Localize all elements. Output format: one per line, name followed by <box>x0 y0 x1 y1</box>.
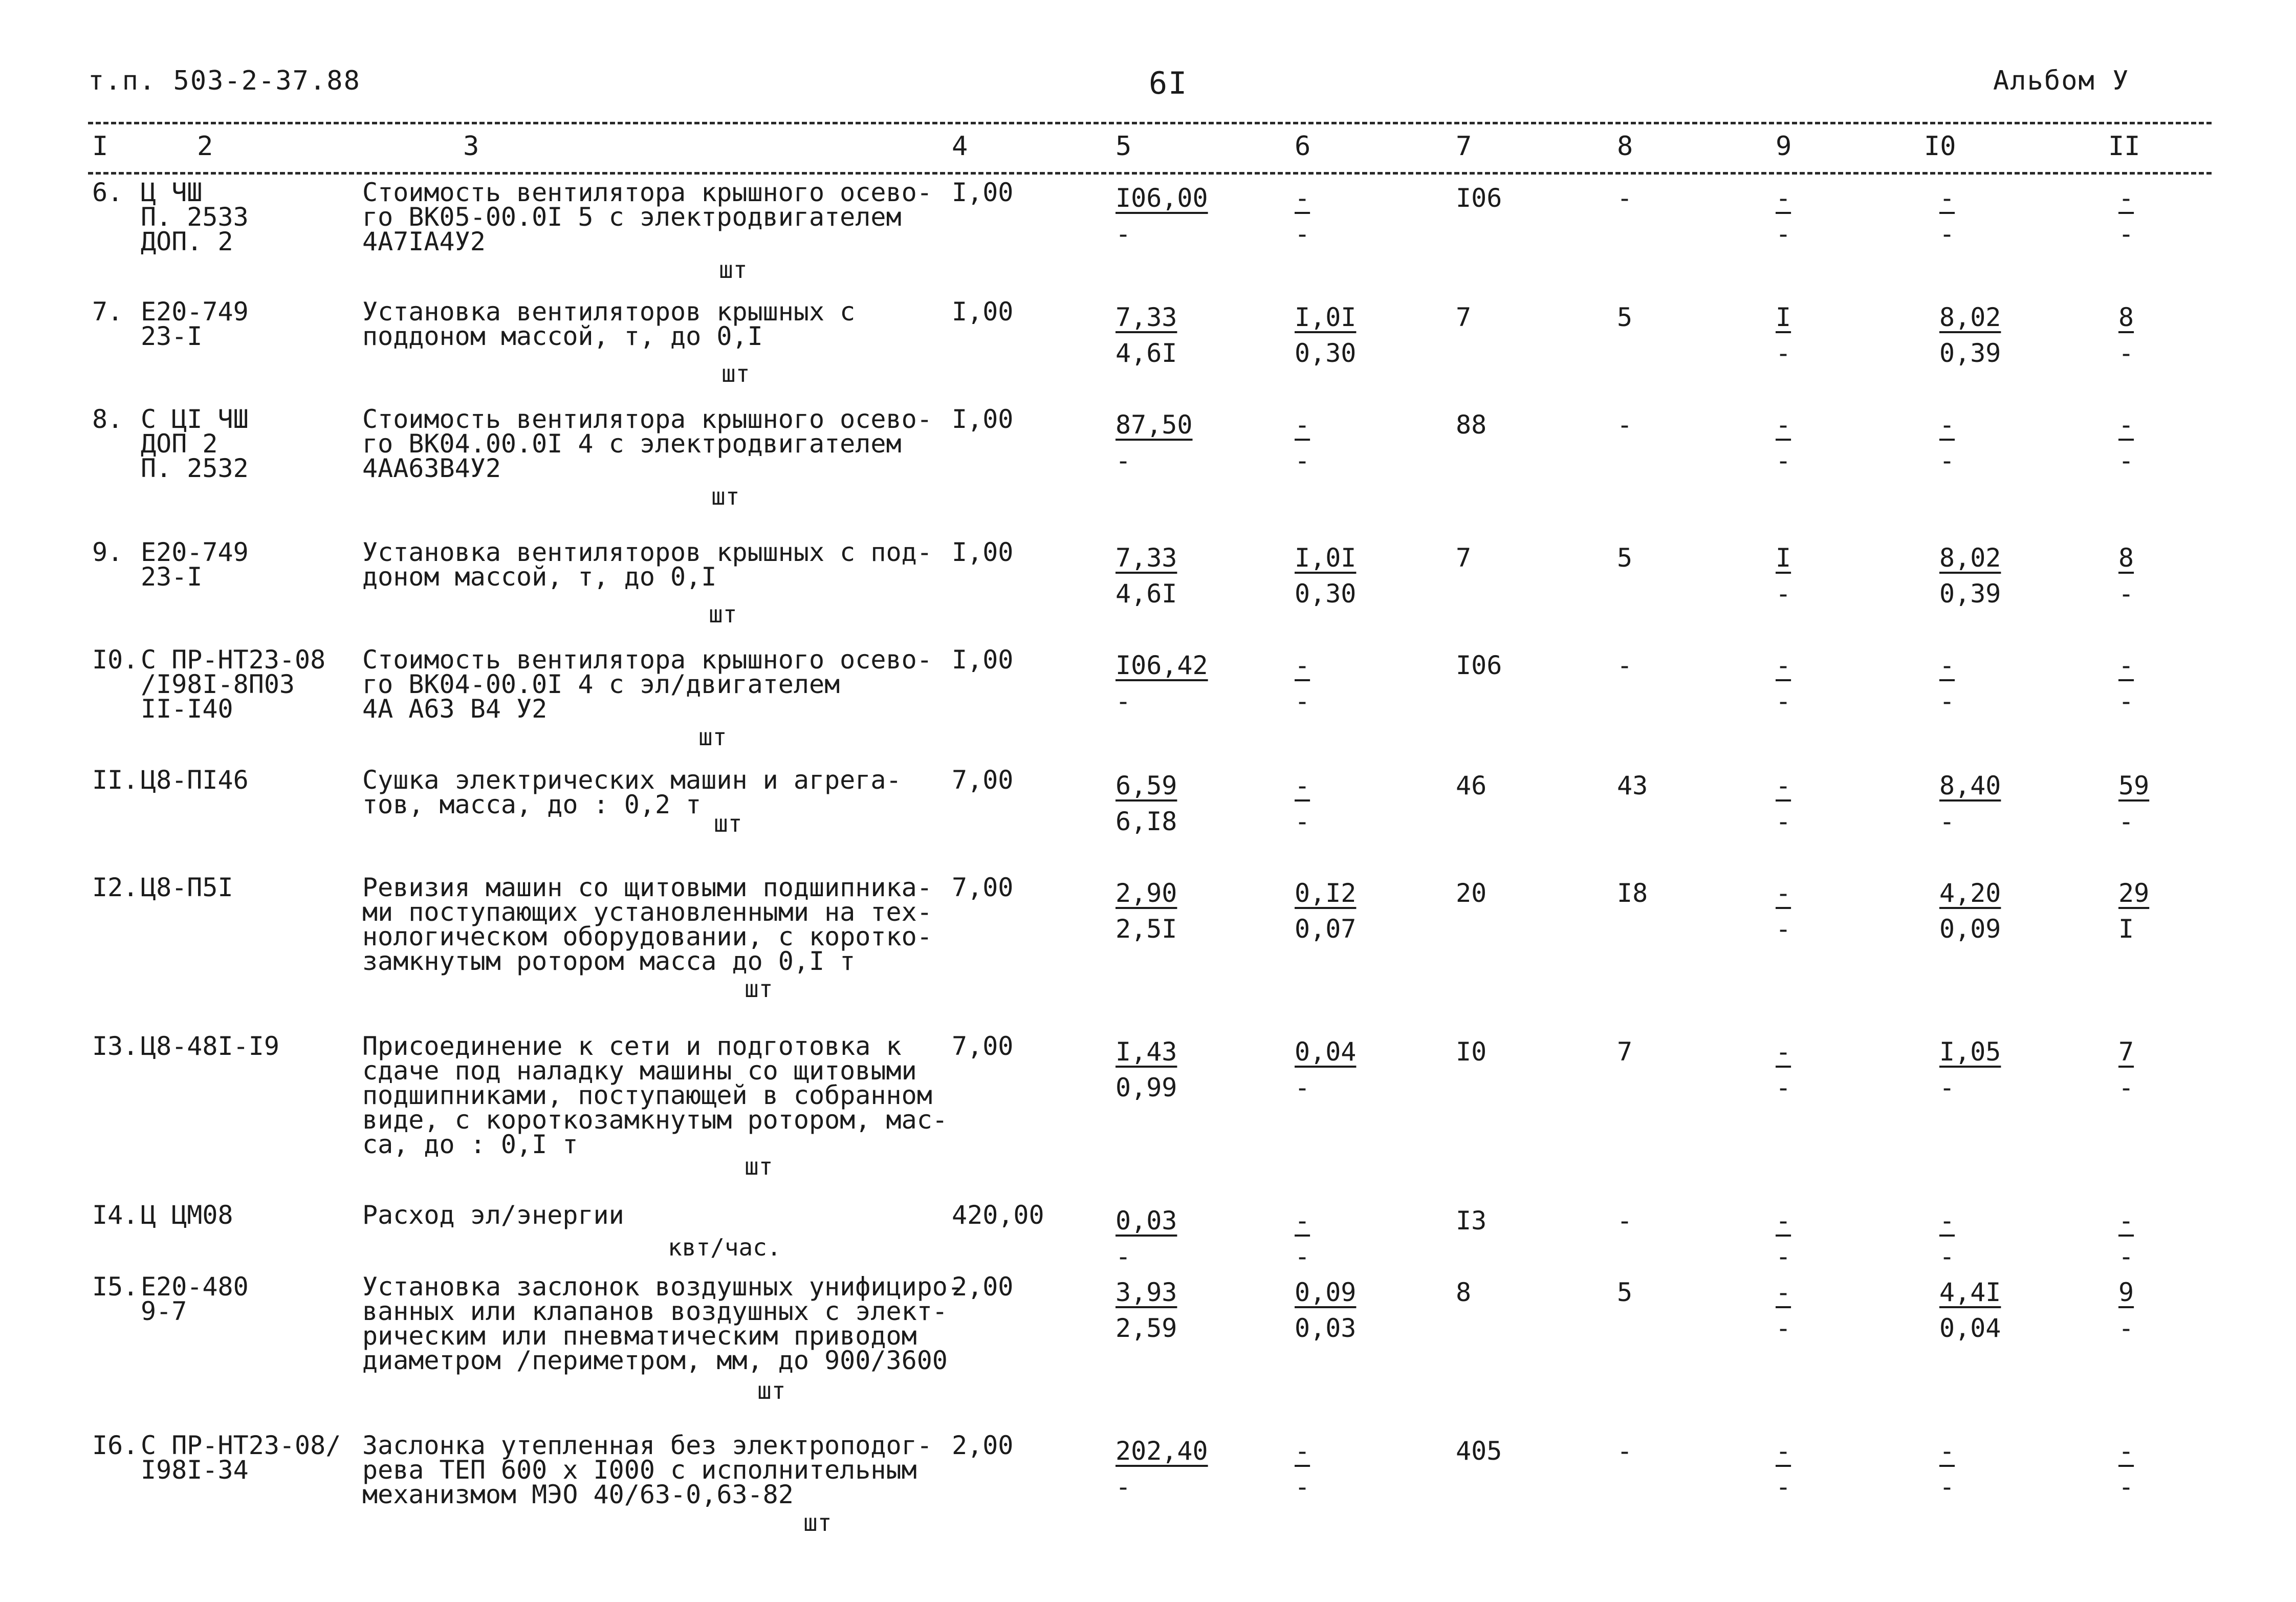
fraction-numerator: I06,00 <box>1116 183 1208 213</box>
fraction-denominator: 0,03 <box>1295 1313 1357 1343</box>
value-cell-c7: 8 <box>1456 1278 1472 1307</box>
fraction-denominator: 0,39 <box>1939 579 2001 609</box>
row-number: 7. <box>92 297 123 327</box>
fraction-numerator: 59 <box>2118 771 2150 800</box>
fraction-denominator: 0,09 <box>1939 914 2001 944</box>
quantity: I,00 <box>952 645 1014 675</box>
fraction-cell-c11 <box>2118 1433 2134 1505</box>
fraction-numerator: - <box>1295 183 1310 213</box>
fraction-numerator: 7,33 <box>1116 302 1177 332</box>
fraction-numerator: - <box>1295 1436 1310 1466</box>
work-description: Установка вентиляторов крышных с поддоном массой, т, до 0,I <box>362 297 856 351</box>
fraction-denominator: - <box>1939 807 1955 836</box>
fraction-cell-c10 <box>1939 647 1955 719</box>
fraction-denominator: - <box>1776 1073 1791 1102</box>
fraction-numerator: I <box>1776 543 1791 573</box>
work-description: Установка вентиляторов крышных с под- доном массой, т, до 0,I <box>362 537 932 592</box>
fraction-cell-c10 <box>1939 1433 1955 1505</box>
fraction-numerator: - <box>1939 183 1955 213</box>
fraction-numerator: 29 <box>2118 878 2150 908</box>
fraction-denominator: - <box>1295 1472 1310 1502</box>
work-description: Стоимость вентилятора крышного осево- го ВК05-00.0I 5 с электродвигателем 4А7IА4У2 <box>362 178 932 256</box>
column-header: 7 <box>1456 131 1472 162</box>
value-cell-c8: - <box>1617 410 1633 440</box>
column-header: 2 <box>197 131 213 162</box>
fraction-cell-c5 <box>1116 1203 1177 1274</box>
fraction-numerator: - <box>1776 651 1791 680</box>
fraction-cell-c10 <box>1939 1034 2001 1106</box>
fraction-cell-c11 <box>2118 180 2134 252</box>
rate-code: Е20-480 9-7 <box>141 1272 249 1326</box>
unit-of-measure: шт <box>721 360 750 387</box>
row-number: II. <box>92 765 139 795</box>
fraction-numerator: 6,59 <box>1116 771 1177 800</box>
row-number: 9. <box>92 537 123 567</box>
fraction-denominator: - <box>2118 1073 2134 1102</box>
fraction-cell-c5 <box>1116 1274 1177 1346</box>
fraction-numerator: I <box>1776 302 1791 332</box>
rate-code: Е20-749 23-I <box>141 297 249 351</box>
fraction-cell-c9 <box>1776 1274 1791 1346</box>
value-cell-c7: 46 <box>1456 771 1487 800</box>
fraction-cell-c11 <box>2118 768 2149 839</box>
unit-of-measure: шт <box>714 810 742 837</box>
fraction-cell-c11 <box>2118 1034 2134 1106</box>
fraction-numerator: - <box>2118 183 2134 213</box>
fraction-denominator: 2,59 <box>1116 1313 1177 1343</box>
row-number: 8. <box>92 404 123 434</box>
value-cell-c8: 5 <box>1617 543 1633 573</box>
fraction-denominator: 6,I8 <box>1116 807 1177 836</box>
quantity: I,00 <box>952 404 1014 434</box>
rate-code: Ц ЦМ08 <box>141 1200 233 1230</box>
fraction-cell-c9 <box>1776 1203 1791 1274</box>
fraction-numerator: - <box>2118 651 2134 680</box>
fraction-denominator: 0,04 <box>1939 1313 2001 1343</box>
fraction-denominator: - <box>2118 807 2134 836</box>
fraction-numerator: 8,02 <box>1939 543 2001 573</box>
fraction-denominator: 0,30 <box>1295 579 1357 609</box>
unit-of-measure: шт <box>803 1509 832 1536</box>
fraction-numerator: 87,50 <box>1116 410 1193 440</box>
rate-code: Ц8-ПI46 <box>141 765 249 795</box>
fraction-denominator: - <box>1116 686 1131 716</box>
fraction-cell-c5 <box>1116 875 1177 947</box>
unit-of-measure: шт <box>719 256 748 284</box>
row-number: 6. <box>92 178 123 207</box>
fraction-denominator: 4,6I <box>1116 338 1177 368</box>
fraction-cell-c9 <box>1776 647 1791 719</box>
fraction-cell-c9 <box>1776 299 1791 371</box>
fraction-denominator: - <box>1116 446 1131 475</box>
fraction-cell-c11 <box>2118 1203 2134 1274</box>
fraction-numerator: 0,03 <box>1116 1206 1177 1236</box>
row-number: I3. <box>92 1031 139 1061</box>
fraction-cell-c9 <box>1776 180 1791 252</box>
quantity: 420,00 <box>952 1200 1044 1230</box>
quantity: I,00 <box>952 297 1014 327</box>
fraction-cell-c5 <box>1116 407 1193 479</box>
value-cell-c8: 7 <box>1617 1037 1633 1067</box>
value-cell-c7: I06 <box>1456 651 1502 680</box>
fraction-cell-c10 <box>1939 1203 1955 1274</box>
value-cell-c7: I06 <box>1456 183 1502 213</box>
rate-code: Ц8-П5I <box>141 873 233 902</box>
fraction-denominator: 0,39 <box>1939 338 2001 368</box>
fraction-numerator: - <box>1776 771 1791 800</box>
fraction-cell-c10 <box>1939 1274 2001 1346</box>
fraction-numerator: I,0I <box>1295 302 1357 332</box>
work-description: Стоимость вентилятора крышного осево- го ВК04.00.0I 4 с электродвигателем 4АА63В4У2 <box>362 404 932 483</box>
work-description: Расход эл/энергии <box>362 1200 624 1230</box>
fraction-numerator: - <box>1939 410 1955 440</box>
fraction-cell-c11 <box>2118 540 2134 612</box>
fraction-cell-c5 <box>1116 299 1177 371</box>
fraction-numerator: 202,40 <box>1116 1436 1208 1466</box>
fraction-denominator: - <box>2118 219 2134 249</box>
fraction-denominator: - <box>1295 1242 1310 1271</box>
work-description: Стоимость вентилятора крышного осево- го ВК04-00.0I 4 с эл/двигателем 4А А63 В4 У2 <box>362 645 932 724</box>
fraction-denominator: - <box>1776 579 1791 609</box>
fraction-numerator: - <box>1295 1206 1310 1236</box>
fraction-cell-c5 <box>1116 647 1208 719</box>
fraction-denominator: 0,07 <box>1295 914 1357 944</box>
quantity: 2,00 <box>952 1272 1014 1302</box>
fraction-cell-c5 <box>1116 768 1177 839</box>
work-description: Присоединение к сети и подготовка к сдаче под наладку машины со щитовыми подшипниками, поступающей в собранном виде, с короткозамкнутым ротором, мас- са, до : 0,I т <box>362 1031 948 1159</box>
fraction-cell-c9 <box>1776 875 1791 947</box>
value-cell-c8: - <box>1617 183 1633 213</box>
fraction-numerator: 0,I2 <box>1295 878 1357 908</box>
fraction-denominator: - <box>1776 686 1791 716</box>
fraction-numerator: 3,93 <box>1116 1278 1177 1307</box>
value-cell-c8: - <box>1617 1206 1633 1236</box>
fraction-denominator: 2,5I <box>1116 914 1177 944</box>
fraction-denominator: - <box>1939 1472 1955 1502</box>
fraction-cell-c10 <box>1939 407 1955 479</box>
fraction-cell-c10 <box>1939 540 2001 612</box>
fraction-numerator: 8,40 <box>1939 771 2001 800</box>
work-description: Установка заслонок воздушных унифициро- ванных или клапанов воздушных с элект- рическим или пневматическим приводом диаметром /периметром, мм, до 900/3600 <box>362 1272 963 1375</box>
fraction-denominator: - <box>1776 914 1791 944</box>
fraction-cell-c11 <box>2118 407 2134 479</box>
value-cell-c8: 5 <box>1617 302 1633 332</box>
fraction-cell-c5 <box>1116 540 1177 612</box>
fraction-denominator: I <box>2118 914 2134 944</box>
fraction-cell-c10 <box>1939 768 2001 839</box>
fraction-numerator: - <box>2118 1206 2134 1236</box>
fraction-numerator: 4,4I <box>1939 1278 2001 1307</box>
row-number: I5. <box>92 1272 139 1302</box>
value-cell-c7: 88 <box>1456 410 1487 440</box>
column-header: 3 <box>463 131 479 162</box>
fraction-denominator: - <box>1116 1472 1131 1502</box>
value-cell-c7: 7 <box>1456 543 1472 573</box>
fraction-denominator: - <box>2118 1242 2134 1271</box>
column-header: I0 <box>1924 131 1956 162</box>
fraction-cell-c11 <box>2118 875 2149 947</box>
fraction-cell-c10 <box>1939 180 1955 252</box>
fraction-cell-c5 <box>1116 1433 1208 1505</box>
table-header-rule <box>88 172 2212 175</box>
album-label: Альбом У <box>1993 66 2130 96</box>
fraction-numerator: I06,42 <box>1116 651 1208 680</box>
fraction-cell-c11 <box>2118 647 2134 719</box>
fraction-numerator: - <box>1939 1436 1955 1466</box>
document-reference: т.п. 503-2-37.88 <box>88 66 361 96</box>
value-cell-c8: I8 <box>1617 878 1648 908</box>
fraction-numerator: 0,04 <box>1295 1037 1357 1067</box>
fraction-cell-c9 <box>1776 407 1791 479</box>
quantity: 2,00 <box>952 1431 1014 1460</box>
value-cell-c8: - <box>1617 1436 1633 1466</box>
table-top-rule <box>88 122 2212 124</box>
fraction-numerator: - <box>1295 651 1310 680</box>
work-description: Ревизия машин со щитовыми подшипника- ми поступающих установленными на тех- нологическом оборудовании, с коротко- замкнутым ротором масса до 0,I т <box>362 873 932 976</box>
value-cell-c7: I0 <box>1456 1037 1487 1067</box>
column-header: I <box>92 131 108 162</box>
rate-code: Е20-749 23-I <box>141 537 249 592</box>
value-cell-c8: - <box>1617 651 1633 680</box>
value-cell-c7: 405 <box>1456 1436 1502 1466</box>
fraction-numerator: - <box>2118 1436 2134 1466</box>
value-cell-c7: I3 <box>1456 1206 1487 1236</box>
fraction-numerator: I,43 <box>1116 1037 1177 1067</box>
fraction-denominator: - <box>1776 807 1791 836</box>
fraction-cell-c10 <box>1939 299 2001 371</box>
fraction-numerator: - <box>1939 651 1955 680</box>
fraction-denominator: - <box>2118 338 2134 368</box>
fraction-cell-c6 <box>1295 875 1356 947</box>
work-description: Заслонка утепленная без электроподог- рева ТЕП 600 х I000 с исполнительным механизмом МЭО 40/63-0,63-82 <box>362 1431 932 1509</box>
unit-of-measure: шт <box>711 483 740 510</box>
quantity: I,00 <box>952 178 1014 207</box>
fraction-cell-c9 <box>1776 768 1791 839</box>
rate-code: С ЦI ЧШ ДОП 2 П. 2532 <box>141 404 249 483</box>
column-header: 8 <box>1617 131 1633 162</box>
fraction-denominator: - <box>1776 219 1791 249</box>
fraction-cell-c6 <box>1295 299 1356 371</box>
value-cell-c8: 5 <box>1617 1278 1633 1307</box>
fraction-cell-c9 <box>1776 540 1791 612</box>
column-header: 5 <box>1116 131 1132 162</box>
unit-of-measure: шт <box>757 1377 786 1404</box>
fraction-numerator: - <box>1776 183 1791 213</box>
fraction-denominator: - <box>1776 338 1791 368</box>
fraction-denominator: 0,30 <box>1295 338 1357 368</box>
fraction-cell-c5 <box>1116 180 1208 252</box>
fraction-denominator: - <box>2118 579 2134 609</box>
fraction-denominator: - <box>1295 807 1310 836</box>
fraction-cell-c11 <box>2118 299 2134 371</box>
fraction-numerator: - <box>1295 771 1310 800</box>
fraction-cell-c6 <box>1295 1433 1310 1505</box>
fraction-denominator: - <box>2118 686 2134 716</box>
fraction-cell-c11 <box>2118 1274 2134 1346</box>
fraction-denominator: - <box>1939 686 1955 716</box>
fraction-numerator: - <box>1939 1206 1955 1236</box>
fraction-denominator: - <box>1295 219 1310 249</box>
column-header: 4 <box>952 131 968 162</box>
fraction-denominator: - <box>2118 446 2134 475</box>
quantity: I,00 <box>952 537 1014 567</box>
rate-code: С ПР-НТ23-08/ I98I-34 <box>141 1431 341 1485</box>
column-header: II <box>2108 131 2140 162</box>
quantity: 7,00 <box>952 765 1014 795</box>
fraction-numerator: - <box>1776 1278 1791 1307</box>
unit-of-measure: шт <box>745 1153 773 1180</box>
fraction-denominator: - <box>1295 686 1310 716</box>
fraction-numerator: - <box>1295 410 1310 440</box>
fraction-numerator: - <box>1776 1206 1791 1236</box>
fraction-numerator: - <box>2118 410 2134 440</box>
fraction-denominator: - <box>1776 1313 1791 1343</box>
value-cell-c7: 7 <box>1456 302 1472 332</box>
fraction-cell-c10 <box>1939 875 2001 947</box>
fraction-cell-c6 <box>1295 1034 1356 1106</box>
fraction-denominator: - <box>1295 446 1310 475</box>
fraction-denominator: - <box>1939 1073 1955 1102</box>
quantity: 7,00 <box>952 1031 1014 1061</box>
fraction-denominator: 4,6I <box>1116 579 1177 609</box>
unit-of-measure: квт/час. <box>668 1233 781 1261</box>
fraction-cell-c6 <box>1295 180 1310 252</box>
unit-of-measure: шт <box>745 975 773 1003</box>
fraction-numerator: 7,33 <box>1116 543 1177 573</box>
fraction-numerator: - <box>1776 410 1791 440</box>
fraction-numerator: - <box>1776 1436 1791 1466</box>
fraction-numerator: 7 <box>2118 1037 2134 1067</box>
fraction-numerator: I,05 <box>1939 1037 2001 1067</box>
fraction-denominator: - <box>2118 1472 2134 1502</box>
fraction-cell-c6 <box>1295 540 1356 612</box>
row-number: I4. <box>92 1200 139 1230</box>
value-cell-c8: 43 <box>1617 771 1648 800</box>
row-number: I6. <box>92 1431 139 1460</box>
unit-of-measure: шт <box>709 600 737 628</box>
fraction-numerator: 0,09 <box>1295 1278 1357 1307</box>
fraction-denominator: - <box>1776 1472 1791 1502</box>
fraction-numerator: - <box>1776 878 1791 908</box>
fraction-cell-c6 <box>1295 768 1310 839</box>
value-cell-c7: 20 <box>1456 878 1487 908</box>
fraction-numerator: 8 <box>2118 302 2134 332</box>
fraction-cell-c9 <box>1776 1034 1791 1106</box>
fraction-denominator: - <box>1116 219 1131 249</box>
fraction-numerator: - <box>1776 1037 1791 1067</box>
fraction-denominator: 0,99 <box>1116 1073 1177 1102</box>
fraction-numerator: 4,20 <box>1939 878 2001 908</box>
fraction-cell-c6 <box>1295 407 1310 479</box>
fraction-denominator: - <box>1939 219 1955 249</box>
rate-code: Ц8-48I-I9 <box>141 1031 279 1061</box>
fraction-denominator: - <box>1116 1242 1131 1271</box>
row-number: I2. <box>92 873 139 902</box>
fraction-denominator: - <box>1939 1242 1955 1271</box>
fraction-numerator: 9 <box>2118 1278 2134 1307</box>
fraction-denominator: - <box>2118 1313 2134 1343</box>
fraction-numerator: 8 <box>2118 543 2134 573</box>
fraction-numerator: 2,90 <box>1116 878 1177 908</box>
fraction-cell-c6 <box>1295 647 1310 719</box>
column-header: 9 <box>1776 131 1792 162</box>
rate-code: Ц ЧШ П. 2533 ДОП. 2 <box>141 178 249 256</box>
fraction-denominator: - <box>1295 1073 1310 1102</box>
fraction-denominator: - <box>1776 1242 1791 1271</box>
fraction-denominator: - <box>1776 446 1791 475</box>
work-description: Сушка электрических машин и агрега- тов, масса, до : 0,2 т <box>362 765 902 819</box>
row-number: I0. <box>92 645 139 675</box>
fraction-cell-c9 <box>1776 1433 1791 1505</box>
page-number: 6I <box>1149 66 1188 101</box>
fraction-cell-c6 <box>1295 1203 1310 1274</box>
fraction-cell-c6 <box>1295 1274 1356 1346</box>
rate-code: С ПР-НТ23-08 /I98I-8П03 II-I40 <box>141 645 326 724</box>
fraction-numerator: 8,02 <box>1939 302 2001 332</box>
fraction-numerator: I,0I <box>1295 543 1357 573</box>
column-header: 6 <box>1295 131 1311 162</box>
fraction-denominator: - <box>1939 446 1955 475</box>
unit-of-measure: шт <box>698 723 727 751</box>
fraction-cell-c5 <box>1116 1034 1177 1106</box>
quantity: 7,00 <box>952 873 1014 902</box>
